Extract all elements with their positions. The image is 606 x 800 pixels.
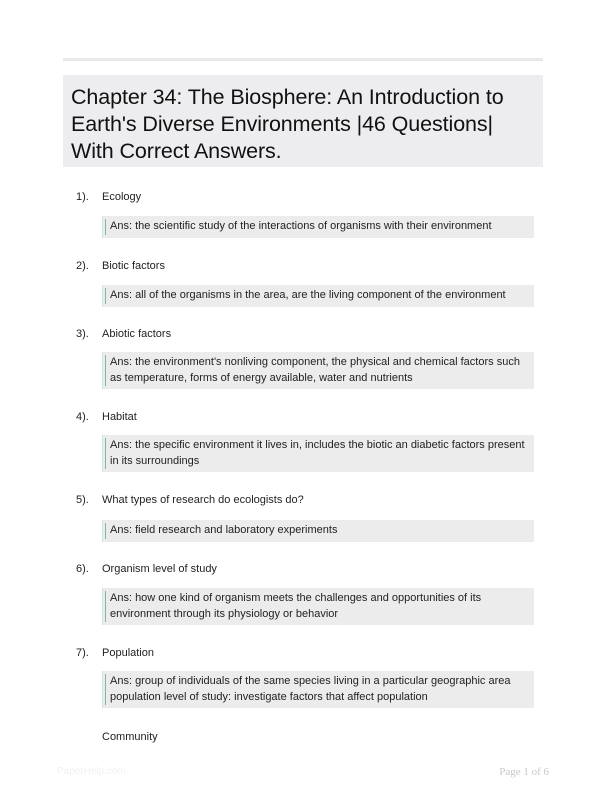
question-number: 4). bbox=[76, 411, 89, 423]
question-number: 2). bbox=[76, 260, 89, 272]
answer-box bbox=[102, 352, 534, 389]
answer-box bbox=[102, 435, 534, 472]
question-number: 7). bbox=[76, 647, 89, 659]
question-term: Ecology bbox=[102, 191, 142, 203]
answer-accent-bar bbox=[105, 288, 106, 304]
answer-text: Ans: field research and laboratory experiments bbox=[110, 524, 338, 536]
question-term: Abiotic factors bbox=[102, 328, 172, 340]
footer-watermark: PaperHelp.com bbox=[57, 766, 126, 777]
question-term: Habitat bbox=[102, 411, 137, 423]
answer-text: Ans: how one kind of organism meets the challenges and opportunities of its environment through its physiology or behavior bbox=[110, 592, 482, 620]
answer-text: Ans: the scientific study of the interactions of organisms with their environment bbox=[110, 220, 492, 232]
answer-accent-bar bbox=[105, 438, 106, 469]
page-title: Chapter 34: The Biosphere: An Introduction to Earth's Diverse Environments |46 Questions| With Correct Answers. bbox=[71, 85, 504, 163]
answer-accent-bar bbox=[105, 674, 106, 705]
answer-text: Ans: all of the organisms in the area, are the living component of the environment bbox=[110, 289, 506, 301]
question-number: 1). bbox=[76, 191, 89, 203]
question-term: Community bbox=[102, 731, 158, 743]
question-number: 5). bbox=[76, 494, 89, 506]
answer-text: Ans: the environment's nonliving component, the physical and chemical factors such as temperature, forms of energy available, water and nutrients bbox=[110, 356, 520, 384]
question-number: 3). bbox=[76, 328, 89, 340]
answer-accent-bar bbox=[105, 523, 106, 539]
page-number: Page 1 of 6 bbox=[499, 766, 549, 778]
question-term: Biotic factors bbox=[102, 260, 165, 272]
answer-text: Ans: the specific environment it lives in, includes the biotic an diabetic factors present in its surroundings bbox=[110, 439, 525, 467]
answer-box bbox=[102, 216, 534, 238]
question-term: What types of research do ecologists do? bbox=[102, 494, 304, 506]
question-term: Population bbox=[102, 647, 154, 659]
answer-box bbox=[102, 588, 534, 625]
answer-accent-bar bbox=[105, 219, 106, 235]
answer-accent-bar bbox=[105, 355, 106, 386]
answer-box bbox=[102, 285, 534, 307]
answer-box bbox=[102, 671, 534, 708]
title-block bbox=[63, 75, 543, 167]
top-divider bbox=[63, 58, 543, 61]
answer-accent-bar bbox=[105, 591, 106, 622]
answer-text: Ans: group of individuals of the same species living in a particular geographic area population level of study: investigate factors that affect population bbox=[110, 675, 511, 703]
answer-box bbox=[102, 520, 534, 542]
question-number: 6). bbox=[76, 563, 89, 575]
question-term: Organism level of study bbox=[102, 563, 217, 575]
